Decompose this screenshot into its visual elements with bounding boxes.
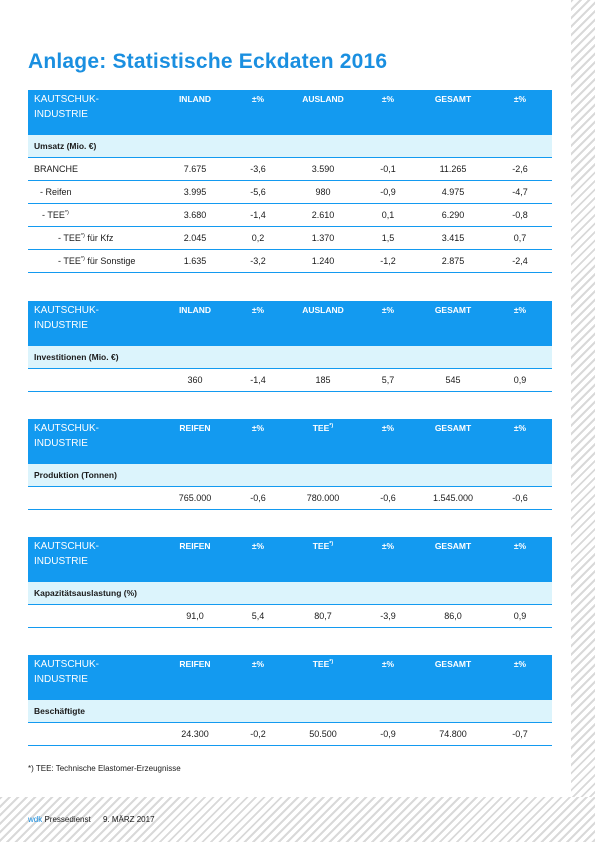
- header-col-5: GESAMT: [418, 655, 488, 700]
- section-label: Investitionen (Mio. €): [28, 346, 552, 369]
- footer-date: 9. MÄRZ 2017: [102, 815, 155, 824]
- cell: -2,6: [488, 158, 552, 181]
- cell: 0,2: [228, 227, 288, 250]
- header-col-1: REIFEN: [162, 537, 228, 582]
- cell: -3,9: [358, 605, 418, 628]
- cell: -2,4: [488, 250, 552, 273]
- cell: -0,9: [358, 723, 418, 746]
- cell: -1,2: [358, 250, 418, 273]
- cell: -0,6: [228, 487, 288, 510]
- header-col-4: ±%: [358, 90, 418, 135]
- cell: 185: [288, 369, 358, 392]
- cell: 360: [162, 369, 228, 392]
- section-row: [28, 582, 552, 605]
- cell: -0,8: [488, 204, 552, 227]
- row-label-text: - TEE: [58, 256, 81, 266]
- cell: 3.415: [418, 227, 488, 250]
- section-row: [28, 464, 552, 487]
- cell: 545: [418, 369, 488, 392]
- row-label: [28, 369, 162, 392]
- cell: 2.045: [162, 227, 228, 250]
- cell: 2.875: [418, 250, 488, 273]
- cell: 2.610: [288, 204, 358, 227]
- table-header-row: [28, 655, 552, 700]
- cell: 5,7: [358, 369, 418, 392]
- header-col-6: ±%: [488, 419, 552, 464]
- page-title: Anlage: Statistische Eckdaten 2016: [28, 50, 388, 73]
- cell: 3.590: [288, 158, 358, 181]
- row-label-text: - TEE: [42, 210, 65, 220]
- header-col-3: [288, 655, 358, 700]
- cell: 86,0: [418, 605, 488, 628]
- cell: -0,9: [358, 181, 418, 204]
- header-col-6: ±%: [488, 90, 552, 135]
- table-investitionen: [28, 301, 552, 392]
- cell: -3,2: [228, 250, 288, 273]
- table-header-row: [28, 90, 552, 135]
- header-industry-label: KAUTSCHUK- INDUSTRIE: [28, 419, 162, 464]
- header-col-4: ±%: [358, 655, 418, 700]
- table-row: [28, 181, 552, 204]
- header-col-1: INLAND: [162, 301, 228, 346]
- section-row: [28, 135, 552, 158]
- header-col-1: REIFEN: [162, 419, 228, 464]
- cell: 765.000: [162, 487, 228, 510]
- cell: -0,7: [488, 723, 552, 746]
- row-label: BRANCHE: [28, 158, 162, 181]
- row-label: - Reifen: [28, 181, 162, 204]
- table-row: [28, 369, 552, 392]
- header-col-3-text: TEE: [312, 541, 330, 551]
- table-row: [28, 487, 552, 510]
- cell: -0,6: [358, 487, 418, 510]
- footnote-mark: *): [80, 233, 85, 239]
- table-umsatz: [28, 90, 552, 273]
- cell: -1,4: [228, 369, 288, 392]
- cell: 980: [288, 181, 358, 204]
- cell: 4.975: [418, 181, 488, 204]
- row-label: [28, 723, 162, 746]
- cell: 0,7: [488, 227, 552, 250]
- header-industry-label: KAUTSCHUK- INDUSTRIE: [28, 537, 162, 582]
- header-col-5: GESAMT: [418, 419, 488, 464]
- header-col-2: ±%: [228, 419, 288, 464]
- cell: 11.265: [418, 158, 488, 181]
- cell: 7.675: [162, 158, 228, 181]
- cell: -4,7: [488, 181, 552, 204]
- table-row: [28, 250, 552, 273]
- table-row: [28, 227, 552, 250]
- cell: -3,6: [228, 158, 288, 181]
- row-label-suffix: für Kfz: [84, 233, 114, 243]
- header-col-3: [288, 419, 358, 464]
- header-col-3: AUSLAND: [288, 90, 358, 135]
- footnote-mark: *): [80, 256, 85, 262]
- cell: 74.800: [418, 723, 488, 746]
- cell: -5,6: [228, 181, 288, 204]
- table-row: [28, 723, 552, 746]
- row-label: [28, 487, 162, 510]
- section-row: [28, 346, 552, 369]
- row-label-suffix: für Sonstige: [84, 256, 136, 266]
- table-header-row: [28, 537, 552, 582]
- header-industry-label: KAUTSCHUK- INDUSTRIE: [28, 90, 162, 135]
- header-col-5: GESAMT: [418, 301, 488, 346]
- header-col-4: ±%: [358, 419, 418, 464]
- cell: 3.995: [162, 181, 228, 204]
- header-col-5: GESAMT: [418, 537, 488, 582]
- footer: [28, 815, 155, 824]
- row-label: [28, 204, 162, 227]
- cell: 3.680: [162, 204, 228, 227]
- header-col-6: ±%: [488, 301, 552, 346]
- cell: 1.370: [288, 227, 358, 250]
- header-col-6: ±%: [488, 655, 552, 700]
- header-col-3: AUSLAND: [288, 301, 358, 346]
- table-row: [28, 605, 552, 628]
- table-kapazitaet: [28, 537, 552, 628]
- row-label: [28, 250, 162, 273]
- table-header-row: [28, 301, 552, 346]
- table-header-row: [28, 419, 552, 464]
- cell: 5,4: [228, 605, 288, 628]
- cell: 91,0: [162, 605, 228, 628]
- cell: -0,2: [228, 723, 288, 746]
- footer-brand: wdk: [28, 815, 43, 824]
- cell: -1,4: [228, 204, 288, 227]
- section-row: [28, 700, 552, 723]
- cell: 80,7: [288, 605, 358, 628]
- section-label: Umsatz (Mio. €): [28, 135, 552, 158]
- cell: 780.000: [288, 487, 358, 510]
- row-label-text: - TEE: [58, 233, 81, 243]
- footnote-mark: *): [329, 659, 334, 665]
- header-col-6: ±%: [488, 537, 552, 582]
- cell: 24.300: [162, 723, 228, 746]
- cell: 50.500: [288, 723, 358, 746]
- cell: -0,1: [358, 158, 418, 181]
- footnote-mark: *): [64, 210, 69, 216]
- decorative-stripe-right: [571, 0, 595, 842]
- header-col-1: REIFEN: [162, 655, 228, 700]
- cell: 1.635: [162, 250, 228, 273]
- footnote-mark: *): [329, 541, 334, 547]
- header-col-3-text: TEE: [312, 423, 330, 433]
- cell: 0,9: [488, 369, 552, 392]
- header-col-3-text: TEE: [312, 659, 330, 669]
- cell: 0,1: [358, 204, 418, 227]
- section-label: Produktion (Tonnen): [28, 464, 552, 487]
- row-label: [28, 227, 162, 250]
- cell: 1.545.000: [418, 487, 488, 510]
- header-industry-label: KAUTSCHUK- INDUSTRIE: [28, 301, 162, 346]
- header-col-2: ±%: [228, 301, 288, 346]
- table-row: [28, 158, 552, 181]
- header-col-2: ±%: [228, 655, 288, 700]
- cell: 0,9: [488, 605, 552, 628]
- footer-service: Pressedienst: [44, 815, 91, 824]
- table-row: [28, 204, 552, 227]
- header-col-2: ±%: [228, 537, 288, 582]
- header-col-5: GESAMT: [418, 90, 488, 135]
- header-col-3: [288, 537, 358, 582]
- header-col-4: ±%: [358, 537, 418, 582]
- header-col-2: ±%: [228, 90, 288, 135]
- table-beschaeftigte: [28, 655, 552, 746]
- cell: 6.290: [418, 204, 488, 227]
- cell: 1.240: [288, 250, 358, 273]
- table-produktion: [28, 419, 552, 510]
- header-industry-label: KAUTSCHUK- INDUSTRIE: [28, 655, 162, 700]
- header-col-4: ±%: [358, 301, 418, 346]
- cell: -0,6: [488, 487, 552, 510]
- header-col-1: INLAND: [162, 90, 228, 135]
- section-label: Kapazitätsauslastung (%): [28, 582, 552, 605]
- row-label: [28, 605, 162, 628]
- section-label: Beschäftigte: [28, 700, 552, 723]
- footnote: *) TEE: Technische Elastomer-Erzeugnisse: [28, 764, 181, 773]
- cell: 1,5: [358, 227, 418, 250]
- footnote-mark: *): [329, 423, 334, 429]
